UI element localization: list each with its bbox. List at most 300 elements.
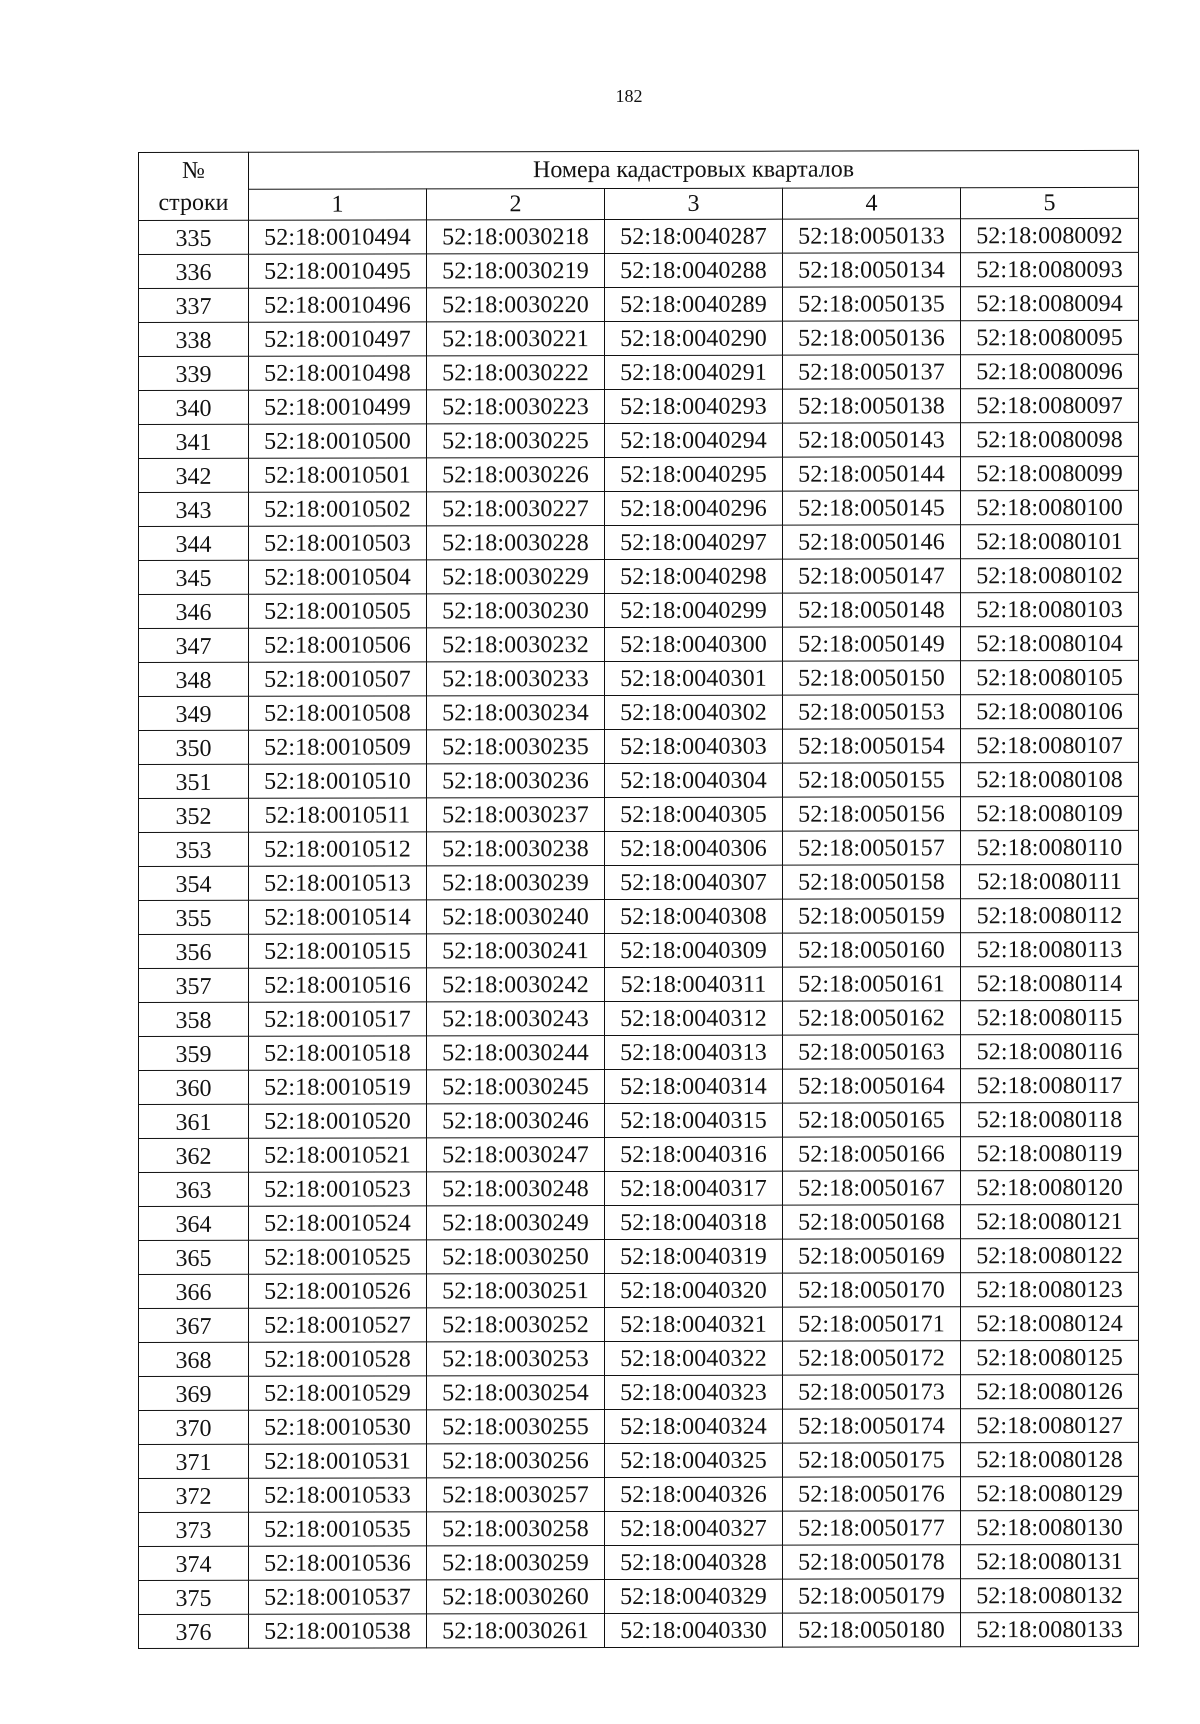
cadastral-number-cell: 52:18:0030254 <box>427 1376 605 1410</box>
table-row <box>139 1578 1139 1614</box>
row-number-cell: 343 <box>139 492 249 526</box>
cadastral-number-cell: 52:18:0080105 <box>961 660 1139 694</box>
cadastral-number-cell: 52:18:0050172 <box>783 1341 961 1375</box>
table-row <box>139 1510 1139 1546</box>
cadastral-number-cell: 52:18:0080094 <box>961 286 1139 320</box>
cadastral-number-cell: 52:18:0080102 <box>961 558 1139 592</box>
cadastral-number-cell: 52:18:0010517 <box>249 1002 427 1036</box>
table-row <box>139 932 1139 968</box>
page-number: 182 <box>615 86 643 106</box>
row-number-cell: 346 <box>139 594 249 628</box>
cadastral-number-cell: 52:18:0050137 <box>783 355 961 389</box>
cadastral-number-cell: 52:18:0080127 <box>961 1408 1139 1442</box>
row-number-cell: 367 <box>139 1308 249 1342</box>
table-row <box>139 1340 1139 1376</box>
cadastral-number-cell: 52:18:0080129 <box>961 1476 1139 1510</box>
cadastral-number-cell: 52:18:0040294 <box>605 423 783 457</box>
cadastral-number-cell: 52:18:0050177 <box>783 1511 961 1545</box>
cadastral-number-cell: 52:18:0040298 <box>605 559 783 593</box>
cadastral-number-cell: 52:18:0040295 <box>605 457 783 491</box>
table-row <box>139 830 1139 866</box>
row-number-cell: 364 <box>139 1206 249 1240</box>
cadastral-number-cell: 52:18:0050145 <box>783 491 961 525</box>
cadastral-number-cell: 52:18:0080123 <box>961 1272 1139 1306</box>
row-number-cell: 372 <box>139 1478 249 1512</box>
cadastral-number-cell: 52:18:0030252 <box>427 1308 605 1342</box>
cadastral-number-cell: 52:18:0080116 <box>961 1034 1139 1068</box>
cadastral-number-cell: 52:18:0040318 <box>605 1205 783 1239</box>
cadastral-number-cell: 52:18:0010503 <box>249 526 427 560</box>
cadastral-number-cell: 52:18:0040322 <box>605 1341 783 1375</box>
cadastral-number-cell: 52:18:0010500 <box>249 424 427 458</box>
cadastral-number-cell: 52:18:0080098 <box>961 422 1139 456</box>
cadastral-number-cell: 52:18:0040330 <box>605 1613 783 1647</box>
cadastral-number-cell: 52:18:0010509 <box>249 730 427 764</box>
cadastral-number-cell: 52:18:0010538 <box>249 1614 427 1648</box>
row-number-cell: 369 <box>139 1376 249 1410</box>
cadastral-number-cell: 52:18:0030253 <box>427 1342 605 1376</box>
cadastral-number-cell: 52:18:0080100 <box>961 490 1139 524</box>
column-number-header: 5 <box>961 187 1139 218</box>
cadastral-number-cell: 52:18:0030247 <box>427 1138 605 1172</box>
row-number-cell: 354 <box>139 866 249 900</box>
cadastral-number-cell: 52:18:0030240 <box>427 900 605 934</box>
cadastral-number-cell: 52:18:0010496 <box>249 288 427 322</box>
cadastral-number-cell: 52:18:0050164 <box>783 1069 961 1103</box>
cadastral-number-cell: 52:18:0050148 <box>783 593 961 627</box>
cadastral-number-cell: 52:18:0050146 <box>783 525 961 559</box>
cadastral-number-cell: 52:18:0050173 <box>783 1375 961 1409</box>
row-number-header <box>139 152 249 220</box>
row-number-cell: 349 <box>139 696 249 730</box>
cadastral-number-cell: 52:18:0050175 <box>783 1443 961 1477</box>
cadastral-number-cell: 52:18:0040320 <box>605 1273 783 1307</box>
table-row <box>139 422 1139 458</box>
cadastral-number-cell: 52:18:0030238 <box>427 832 605 866</box>
table-row <box>139 1306 1139 1342</box>
cadastral-number-cell: 52:18:0010526 <box>249 1274 427 1308</box>
cadastral-number-cell: 52:18:0030249 <box>427 1206 605 1240</box>
table-header <box>139 150 1139 220</box>
cadastral-number-cell: 52:18:0010510 <box>249 764 427 798</box>
cadastral-number-cell: 52:18:0050163 <box>783 1035 961 1069</box>
cadastral-number-cell: 52:18:0010521 <box>249 1138 427 1172</box>
table-row <box>139 354 1139 390</box>
cadastral-number-cell: 52:18:0030218 <box>427 220 605 254</box>
table-row <box>139 320 1139 356</box>
cadastral-number-cell: 52:18:0080108 <box>961 762 1139 796</box>
cadastral-number-cell: 52:18:0040308 <box>605 899 783 933</box>
cadastral-number-cell: 52:18:0050167 <box>783 1171 961 1205</box>
row-number-cell: 335 <box>139 220 249 254</box>
cadastral-number-cell: 52:18:0010495 <box>249 254 427 288</box>
cadastral-number-cell: 52:18:0030256 <box>427 1444 605 1478</box>
row-number-cell: 361 <box>139 1104 249 1138</box>
row-number-cell: 356 <box>139 934 249 968</box>
cadastral-number-cell: 52:18:0010527 <box>249 1308 427 1342</box>
table-row <box>139 1204 1139 1240</box>
cadastral-number-cell: 52:18:0030261 <box>427 1614 605 1648</box>
table-row <box>139 1102 1139 1138</box>
cadastral-number-cell: 52:18:0030222 <box>427 356 605 390</box>
cadastral-number-cell: 52:18:0080132 <box>961 1578 1139 1612</box>
cadastral-number-cell: 52:18:0050157 <box>783 831 961 865</box>
cadastral-number-cell: 52:18:0010513 <box>249 866 427 900</box>
cadastral-number-cell: 52:18:0080099 <box>961 456 1139 490</box>
cadastral-number-cell: 52:18:0040296 <box>605 491 783 525</box>
cadastral-number-cell: 52:18:0030243 <box>427 1002 605 1036</box>
cadastral-number-cell: 52:18:0080119 <box>961 1136 1139 1170</box>
column-number-header: 3 <box>605 188 783 219</box>
row-number-cell: 344 <box>139 526 249 560</box>
cadastral-number-cell: 52:18:0030239 <box>427 866 605 900</box>
row-number-cell: 339 <box>139 356 249 390</box>
row-number-cell: 374 <box>139 1546 249 1580</box>
cadastral-number-cell: 52:18:0050170 <box>783 1273 961 1307</box>
cadastral-number-cell: 52:18:0080104 <box>961 626 1139 660</box>
table-row <box>139 1068 1139 1104</box>
row-number-cell: 347 <box>139 628 249 662</box>
column-number-header: 4 <box>783 188 961 219</box>
cadastral-number-cell: 52:18:0030230 <box>427 594 605 628</box>
cadastral-number-cell: 52:18:0010505 <box>249 594 427 628</box>
cadastral-number-cell: 52:18:0040289 <box>605 287 783 321</box>
cadastral-number-cell: 52:18:0010501 <box>249 458 427 492</box>
cadastral-number-cell: 52:18:0080109 <box>961 796 1139 830</box>
cadastral-number-cell: 52:18:0050169 <box>783 1239 961 1273</box>
row-number-cell: 371 <box>139 1444 249 1478</box>
cadastral-number-cell: 52:18:0040311 <box>605 967 783 1001</box>
cadastral-number-cell: 52:18:0040326 <box>605 1477 783 1511</box>
cadastral-number-cell: 52:18:0030220 <box>427 288 605 322</box>
cadastral-number-cell: 52:18:0030246 <box>427 1104 605 1138</box>
cadastral-number-cell: 52:18:0010499 <box>249 390 427 424</box>
cadastral-number-cell: 52:18:0030244 <box>427 1036 605 1070</box>
cadastral-number-cell: 52:18:0010515 <box>249 934 427 968</box>
group-header: Номера кадастровых кварталов <box>249 150 1139 189</box>
table-row <box>139 966 1139 1002</box>
row-number-cell: 351 <box>139 764 249 798</box>
cadastral-number-cell: 52:18:0050158 <box>783 865 961 899</box>
cadastral-number-cell: 52:18:0080130 <box>961 1510 1139 1544</box>
cadastral-number-cell: 52:18:0010533 <box>249 1478 427 1512</box>
cadastral-number-cell: 52:18:0040306 <box>605 831 783 865</box>
cadastral-number-cell: 52:18:0010502 <box>249 492 427 526</box>
row-number-cell: 373 <box>139 1512 249 1546</box>
cadastral-number-cell: 52:18:0040323 <box>605 1375 783 1409</box>
cadastral-number-cell: 52:18:0080107 <box>961 728 1139 762</box>
cadastral-number-cell: 52:18:0030248 <box>427 1172 605 1206</box>
cadastral-number-cell: 52:18:0010498 <box>249 356 427 390</box>
table-row <box>139 864 1139 900</box>
table-row <box>139 694 1139 730</box>
cadastral-number-cell: 52:18:0050162 <box>783 1001 961 1035</box>
row-number-cell: 359 <box>139 1036 249 1070</box>
cadastral-number-cell: 52:18:0040324 <box>605 1409 783 1443</box>
header-row-group <box>139 150 1139 189</box>
cadastral-number-cell: 52:18:0080101 <box>961 524 1139 558</box>
table-row <box>139 1408 1139 1444</box>
row-number-cell: 370 <box>139 1410 249 1444</box>
cadastral-number-cell: 52:18:0080093 <box>961 252 1139 286</box>
cadastral-number-cell: 52:18:0050155 <box>783 763 961 797</box>
cadastral-number-cell: 52:18:0050160 <box>783 933 961 967</box>
cadastral-number-cell: 52:18:0050179 <box>783 1579 961 1613</box>
row-number-cell: 363 <box>139 1172 249 1206</box>
cadastral-number-cell: 52:18:0050154 <box>783 729 961 763</box>
row-number-cell: 376 <box>139 1614 249 1648</box>
cadastral-number-cell: 52:18:0050136 <box>783 321 961 355</box>
cadastral-number-cell: 52:18:0040321 <box>605 1307 783 1341</box>
table-row <box>139 1544 1139 1580</box>
table-row <box>139 1136 1139 1172</box>
cadastral-number-cell: 52:18:0080097 <box>961 388 1139 422</box>
table-row <box>139 1442 1139 1478</box>
cadastral-number-cell: 52:18:0080131 <box>961 1544 1139 1578</box>
cadastral-number-cell: 52:18:0080095 <box>961 320 1139 354</box>
cadastral-number-cell: 52:18:0080126 <box>961 1374 1139 1408</box>
cadastral-number-cell: 52:18:0040307 <box>605 865 783 899</box>
cadastral-number-cell: 52:18:0030232 <box>427 628 605 662</box>
cadastral-number-cell: 52:18:0030257 <box>427 1478 605 1512</box>
cadastral-number-cell: 52:18:0050153 <box>783 695 961 729</box>
cadastral-number-cell: 52:18:0040300 <box>605 627 783 661</box>
row-number-cell: 358 <box>139 1002 249 1036</box>
cadastral-number-cell: 52:18:0010531 <box>249 1444 427 1478</box>
cadastral-number-cell: 52:18:0040328 <box>605 1545 783 1579</box>
cadastral-number-cell: 52:18:0040297 <box>605 525 783 559</box>
row-number-cell: 337 <box>139 288 249 322</box>
cadastral-number-cell: 52:18:0010506 <box>249 628 427 662</box>
cadastral-number-cell: 52:18:0030250 <box>427 1240 605 1274</box>
cadastral-number-cell: 52:18:0080092 <box>961 218 1139 252</box>
cadastral-number-cell: 52:18:0030226 <box>427 458 605 492</box>
cadastral-number-cell: 52:18:0040293 <box>605 389 783 423</box>
cadastral-number-cell: 52:18:0080103 <box>961 592 1139 626</box>
cadastral-number-cell: 52:18:0040319 <box>605 1239 783 1273</box>
cadastral-number-cell: 52:18:0050135 <box>783 287 961 321</box>
row-number-cell: 350 <box>139 730 249 764</box>
cadastral-number-cell: 52:18:0010535 <box>249 1512 427 1546</box>
cadastral-number-cell: 52:18:0030258 <box>427 1512 605 1546</box>
cadastral-number-cell: 52:18:0080122 <box>961 1238 1139 1272</box>
table-row <box>139 388 1139 424</box>
row-number-cell: 340 <box>139 390 249 424</box>
cadastral-number-cell: 52:18:0050138 <box>783 389 961 423</box>
row-number-header-symbol: № <box>182 157 205 184</box>
table-row <box>139 796 1139 832</box>
table-row <box>139 762 1139 798</box>
row-number-header-label: строки <box>158 189 229 216</box>
table-row <box>139 490 1139 526</box>
row-number-cell: 366 <box>139 1274 249 1308</box>
cadastral-number-cell: 52:18:0030259 <box>427 1546 605 1580</box>
cadastral-number-cell: 52:18:0050156 <box>783 797 961 831</box>
cadastral-number-cell: 52:18:0080112 <box>961 898 1139 932</box>
cadastral-number-cell: 52:18:0080125 <box>961 1340 1139 1374</box>
table-row <box>139 218 1139 254</box>
cadastral-number-cell: 52:18:0040314 <box>605 1069 783 1103</box>
cadastral-number-cell: 52:18:0030236 <box>427 764 605 798</box>
cadastral-number-cell: 52:18:0010516 <box>249 968 427 1002</box>
cadastral-number-cell: 52:18:0010514 <box>249 900 427 934</box>
cadastral-number-cell: 52:18:0010524 <box>249 1206 427 1240</box>
cadastral-number-cell: 52:18:0030260 <box>427 1580 605 1614</box>
cadastral-number-cell: 52:18:0010525 <box>249 1240 427 1274</box>
cadastral-number-cell: 52:18:0030228 <box>427 526 605 560</box>
row-number-cell: 345 <box>139 560 249 594</box>
table-body <box>139 218 1139 1648</box>
row-number-cell: 362 <box>139 1138 249 1172</box>
cadastral-number-cell: 52:18:0040301 <box>605 661 783 695</box>
cadastral-number-cell: 52:18:0050178 <box>783 1545 961 1579</box>
cadastral-number-cell: 52:18:0080133 <box>961 1612 1139 1646</box>
cadastral-number-cell: 52:18:0040291 <box>605 355 783 389</box>
cadastral-number-cell: 52:18:0050144 <box>783 457 961 491</box>
cadastral-number-cell: 52:18:0040313 <box>605 1035 783 1069</box>
row-number-cell: 375 <box>139 1580 249 1614</box>
cadastral-number-cell: 52:18:0050149 <box>783 627 961 661</box>
cadastral-number-cell: 52:18:0010536 <box>249 1546 427 1580</box>
cadastral-number-cell: 52:18:0040302 <box>605 695 783 729</box>
table-row <box>139 1374 1139 1410</box>
cadastral-number-cell: 52:18:0030225 <box>427 424 605 458</box>
cadastral-number-cell: 52:18:0080111 <box>961 864 1139 898</box>
row-number-cell: 357 <box>139 968 249 1002</box>
cadastral-number-cell: 52:18:0040327 <box>605 1511 783 1545</box>
cadastral-number-cell: 52:18:0010528 <box>249 1342 427 1376</box>
cadastral-number-cell: 52:18:0080096 <box>961 354 1139 388</box>
row-number-cell: 355 <box>139 900 249 934</box>
cadastral-number-cell: 52:18:0040303 <box>605 729 783 763</box>
cadastral-number-cell: 52:18:0080113 <box>961 932 1139 966</box>
cadastral-number-cell: 52:18:0050133 <box>783 219 961 253</box>
cadastral-number-cell: 52:18:0040290 <box>605 321 783 355</box>
table-row <box>139 1476 1139 1512</box>
cadastral-number-cell: 52:18:0040315 <box>605 1103 783 1137</box>
cadastral-number-cell: 52:18:0030237 <box>427 798 605 832</box>
row-number-cell: 341 <box>139 424 249 458</box>
cadastral-number-cell: 52:18:0030223 <box>427 390 605 424</box>
cadastral-number-cell: 52:18:0080124 <box>961 1306 1139 1340</box>
cadastral-number-cell: 52:18:0080115 <box>961 1000 1139 1034</box>
table-row <box>139 252 1139 288</box>
cadastral-number-cell: 52:18:0010518 <box>249 1036 427 1070</box>
cadastral-number-cell: 52:18:0030251 <box>427 1274 605 1308</box>
cadastral-number-cell: 52:18:0040309 <box>605 933 783 967</box>
cadastral-number-cell: 52:18:0040317 <box>605 1171 783 1205</box>
column-number-header: 2 <box>427 189 605 220</box>
table-row <box>139 456 1139 492</box>
cadastral-number-cell: 52:18:0050176 <box>783 1477 961 1511</box>
row-number-cell: 368 <box>139 1342 249 1376</box>
cadastral-number-cell: 52:18:0050171 <box>783 1307 961 1341</box>
cadastral-number-cell: 52:18:0010504 <box>249 560 427 594</box>
table-row <box>139 1238 1139 1274</box>
cadastral-number-cell: 52:18:0030233 <box>427 662 605 696</box>
cadastral-number-cell: 52:18:0080121 <box>961 1204 1139 1238</box>
row-number-cell: 338 <box>139 322 249 356</box>
cadastral-number-cell: 52:18:0010530 <box>249 1410 427 1444</box>
cadastral-number-cell: 52:18:0010529 <box>249 1376 427 1410</box>
table-row <box>139 1272 1139 1308</box>
cadastral-number-cell: 52:18:0040299 <box>605 593 783 627</box>
cadastral-number-cell: 52:18:0010494 <box>249 220 427 254</box>
cadastral-quarters-table <box>138 150 1139 1649</box>
cadastral-number-cell: 52:18:0030234 <box>427 696 605 730</box>
row-number-cell: 360 <box>139 1070 249 1104</box>
cadastral-number-cell: 52:18:0050147 <box>783 559 961 593</box>
table-row <box>139 1170 1139 1206</box>
table-row <box>139 1612 1139 1648</box>
cadastral-number-cell: 52:18:0080120 <box>961 1170 1139 1204</box>
cadastral-number-cell: 52:18:0030227 <box>427 492 605 526</box>
table-row <box>139 660 1139 696</box>
cadastral-number-cell: 52:18:0030242 <box>427 968 605 1002</box>
column-number-header: 1 <box>249 189 427 220</box>
cadastral-number-cell: 52:18:0040312 <box>605 1001 783 1035</box>
cadastral-number-cell: 52:18:0040325 <box>605 1443 783 1477</box>
cadastral-number-cell: 52:18:0050168 <box>783 1205 961 1239</box>
row-number-cell: 342 <box>139 458 249 492</box>
cadastral-number-cell: 52:18:0010519 <box>249 1070 427 1104</box>
table-row <box>139 1000 1139 1036</box>
cadastral-number-cell: 52:18:0010512 <box>249 832 427 866</box>
cadastral-number-cell: 52:18:0030221 <box>427 322 605 356</box>
cadastral-number-cell: 52:18:0050180 <box>783 1613 961 1647</box>
cadastral-number-cell: 52:18:0010511 <box>249 798 427 832</box>
cadastral-number-cell: 52:18:0080106 <box>961 694 1139 728</box>
cadastral-number-cell: 52:18:0030235 <box>427 730 605 764</box>
table-row <box>139 626 1139 662</box>
cadastral-number-cell: 52:18:0010508 <box>249 696 427 730</box>
column-number-row <box>139 187 1139 220</box>
cadastral-number-cell: 52:18:0040288 <box>605 253 783 287</box>
table-row <box>139 898 1139 934</box>
cadastral-number-cell: 52:18:0010520 <box>249 1104 427 1138</box>
cadastral-number-cell: 52:18:0080110 <box>961 830 1139 864</box>
table-row <box>139 1034 1139 1070</box>
cadastral-number-cell: 52:18:0010537 <box>249 1580 427 1614</box>
cadastral-number-cell: 52:18:0030229 <box>427 560 605 594</box>
table-row <box>139 592 1139 628</box>
cadastral-number-cell: 52:18:0050166 <box>783 1137 961 1171</box>
row-number-cell: 352 <box>139 798 249 832</box>
cadastral-number-cell: 52:18:0030219 <box>427 254 605 288</box>
cadastral-number-cell: 52:18:0050174 <box>783 1409 961 1443</box>
cadastral-number-cell: 52:18:0050159 <box>783 899 961 933</box>
row-number-cell: 353 <box>139 832 249 866</box>
table-row <box>139 286 1139 322</box>
row-number-cell: 336 <box>139 254 249 288</box>
cadastral-number-cell: 52:18:0080118 <box>961 1102 1139 1136</box>
cadastral-number-cell: 52:18:0080114 <box>961 966 1139 1000</box>
cadastral-number-cell: 52:18:0010507 <box>249 662 427 696</box>
cadastral-number-cell: 52:18:0080117 <box>961 1068 1139 1102</box>
cadastral-number-cell: 52:18:0030241 <box>427 934 605 968</box>
cadastral-number-cell: 52:18:0050165 <box>783 1103 961 1137</box>
cadastral-number-cell: 52:18:0040305 <box>605 797 783 831</box>
table-row <box>139 728 1139 764</box>
table-row <box>139 558 1139 594</box>
cadastral-number-cell: 52:18:0040316 <box>605 1137 783 1171</box>
cadastral-number-cell: 52:18:0010523 <box>249 1172 427 1206</box>
cadastral-number-cell: 52:18:0030255 <box>427 1410 605 1444</box>
cadastral-number-cell: 52:18:0010497 <box>249 322 427 356</box>
cadastral-number-cell: 52:18:0040304 <box>605 763 783 797</box>
cadastral-number-cell: 52:18:0040287 <box>605 219 783 253</box>
cadastral-number-cell: 52:18:0030245 <box>427 1070 605 1104</box>
